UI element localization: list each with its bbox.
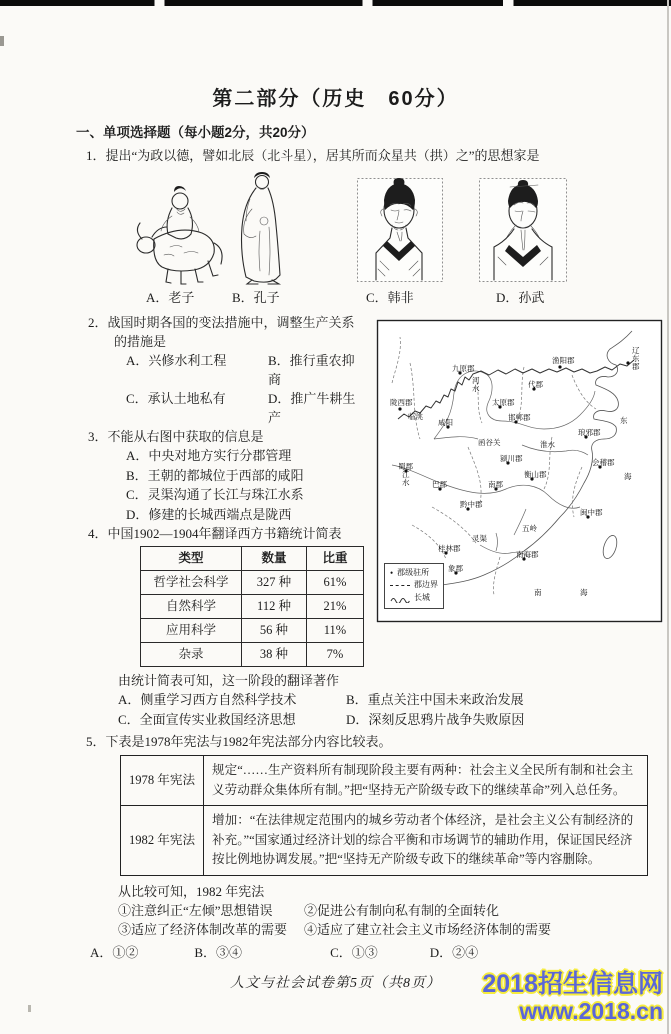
q5-comparison-table [120,755,648,876]
page-footer: 人文与社会试卷第5页（共8页） [230,975,441,991]
commandery-seat-dot [626,361,629,364]
q2-option-b: B．推行重农抑商 [268,353,355,387]
q4-statistics-table [140,546,364,667]
watermark-line2: www.2018.cn [519,998,663,1024]
q4-option-d: D．深刻反思鸦片战争失败原因 [346,712,525,727]
commandery-seat-dot [558,365,561,368]
q2-option-c: C．承认土地私有 [126,391,226,406]
part-title: 第二部分（历史 60分） [212,88,459,110]
q5-statement-3: ③适应了经济体制改革的需要 [118,922,288,937]
legend-boundary-label: 郡边界 [414,580,438,590]
q4-option-a: A．侧重学习西方自然科学技术 [118,692,297,707]
q4-table-cell: 哲学社会科学 [141,571,242,595]
legend-row-boundary [390,579,438,592]
sunwu-portrait-image [478,177,568,288]
q3-stem: 3．不能从右图中获取的信息是 [88,429,264,444]
q5-option-d: D．②④ [429,944,479,960]
map-label: 代郡 [528,380,543,389]
legend-wall-label: 长城 [414,593,430,603]
q4-option-c: C．全面宣传实业救国经济思想 [118,712,296,727]
q4-table-row [141,643,364,667]
q4-options [118,690,671,730]
map-label: 河水 [472,376,480,393]
q5-content-1982: 增加：“在法律规定范围内的城乡劳动者个体经济，是社会主义公有制经济的补充。”“国家通过经济计划的综合平衡和市场调节的辅助作用，保证国民经济按比例地协调发展。”把“坚持无产阶级专政下的继续革命”等内容删除。 [204,806,648,876]
q4-table-cell: 56 种 [242,619,307,643]
q1-stem: 1．提出“为政以德，譬如北辰（北斗星），居其所而众星共（拱）之”的思想家是 [86,148,540,163]
commandery-seat-dot [398,407,401,410]
map-label: 东 [620,416,628,425]
qin-dynasty-map [376,319,663,623]
q3-option-c: C．灵渠沟通了长江与珠江水系 [126,487,304,502]
map-label: 五岭 [522,524,537,533]
q5-intro: 5．下表是1978年宪法与1982年宪法部分内容比较表。 [86,734,392,749]
map-label: 灵渠 [472,534,487,543]
map-label: 南郡 [488,480,503,489]
map-label: 函谷关 [478,438,501,447]
map-label: 桂林郡 [438,544,461,553]
q3-option-d: D．修建的长城西端点是陇西 [126,506,292,522]
wall-line-icon [390,595,410,603]
laozi-sketch [124,173,230,287]
q4-table-cell: 21% [307,595,364,619]
map-label: 邯郸郡 [508,413,531,422]
q2-stem-line2: 的措施是 [114,334,167,349]
q2-option-d: D．推广牛耕生产 [268,391,356,425]
q2-options [126,351,366,427]
watermark-line1: 2018招生信息网 [482,970,663,998]
q1-figure-row [0,167,671,307]
q4-table-cell: 112 种 [242,595,307,619]
q1-option-d-label: D．孙武 [496,290,545,305]
q4-table-cell: 自然科学 [141,595,242,619]
map-label: 衡山郡 [524,470,547,479]
q5-statement-4: ④适应了建立社会主义市场经济体制的需要 [304,922,552,937]
hanfei-sketch [356,177,444,283]
section-heading: 一、单项选择题（每小题2分，共20分） [76,125,315,140]
q4-header-row [141,547,364,571]
q4-table-cell: 杂录 [141,643,242,667]
q5-conclusion: 从比较可知，1982 年宪法 [118,883,265,899]
map-legend [384,563,444,609]
map-label: 江水 [402,470,410,487]
map-label: 琅邪郡 [578,428,601,437]
q4-table-cell: 327 种 [242,571,307,595]
q4-table-cell: 7% [307,643,364,667]
q4-col-header: 数量 [242,547,307,571]
map-label: 陇西郡 [390,398,413,407]
map-label: 南 [534,588,542,597]
q4-table-cell: 应用科学 [141,619,242,643]
kongzi-standing-image [228,169,294,292]
q1-option-c-label: C．韩非 [366,290,414,305]
questions-2-3-4-block [0,313,671,667]
map-label: 咸阳 [438,418,453,427]
q4-table-cell: 38 种 [242,643,307,667]
map-label: 渔阳郡 [552,356,575,365]
q5-option-a: A．①② [90,944,139,960]
q3-option-a: A．中央对地方实行分郡管理 [126,448,292,463]
q2-option-a: A．兴修水利工程 [126,353,227,368]
q4-table-row [141,619,364,643]
q4-option-b: B．重点关注中国未来政治发展 [346,692,524,707]
map-label: 巴郡 [432,480,447,489]
q4-table-row [141,571,364,595]
q5-option-b: B．③④ [194,944,243,960]
q4-title: 4．中国1902—1904年翻译西方书籍统计简表 [88,526,342,541]
scan-speck [0,36,4,46]
map-label: 会稽郡 [592,458,615,467]
map-label: 象郡 [448,564,463,573]
scan-artifact-top-bar [0,0,671,6]
q5-year-1982: 1982 年宪法 [121,806,204,876]
q5-row-1978 [121,756,648,806]
q4-table-row [141,595,364,619]
map-label: 颍川郡 [500,454,523,463]
laozi-riding-ox-image [124,173,230,292]
map-label: 黔中郡 [460,500,483,509]
q1-option-a-label: A．老子 [146,290,195,305]
map-label: 太原郡 [492,398,515,407]
legend-row-seat [390,567,438,580]
q5-content-1978: 规定“……生产资料所有制现阶段主要有两种：社会主义全民所有制和社会主义劳动群众集体所有制。”把“坚持无产阶级专政下的继续革命”列入总任务。 [204,756,648,806]
q5-options [90,943,671,962]
q3-option-b: B．王朝的都城位于西部的咸阳 [126,467,304,483]
q4-col-header: 比重 [307,547,364,571]
scan-speck [28,1005,31,1012]
q5-year-1978: 1978 年宪法 [121,756,204,806]
seat-dot-icon: • [390,567,394,578]
q5-statements [118,901,671,940]
map-label: 辽东郡 [632,346,640,371]
q4-table-cell: 61% [307,571,364,595]
kongzi-sketch [228,169,294,287]
boundary-line-icon [390,585,410,586]
legend-row-wall [390,592,438,605]
map-label: 闽中郡 [580,508,603,517]
q5-statement-1: ①注意纠正“左倾”思想错误 [118,902,273,918]
map-label: 九原郡 [452,364,475,373]
q4-analysis: 由统计简表可知，这一阶段的翻译著作 [118,673,340,688]
map-label: 淮水 [540,440,555,449]
map-label: 蜀郡 [398,462,413,471]
q4-table-cell: 11% [307,619,364,643]
q2-stem-line1: 2．战国时期各国的变法措施中，调整生产关系 [88,315,355,330]
map-label: 海 [580,588,588,597]
q1-option-b-label: B．孔子 [232,290,280,305]
map-label: 临洮 [408,412,423,421]
watermark [482,970,663,1024]
legend-seat-label: 郡级驻所 [397,567,430,577]
map-label: 海 [624,472,632,481]
scan-artifact-right-edge [667,0,669,1034]
q5-statement-2: ②促进公有制向私有制的全面转化 [304,902,500,918]
q5-option-c: C．①③ [330,944,378,960]
hanfei-portrait-image [356,177,444,288]
sunwu-sketch [478,177,568,283]
q5-row-1982 [121,806,648,876]
q4-col-header: 类型 [141,547,242,571]
map-label: 南海郡 [516,550,539,559]
